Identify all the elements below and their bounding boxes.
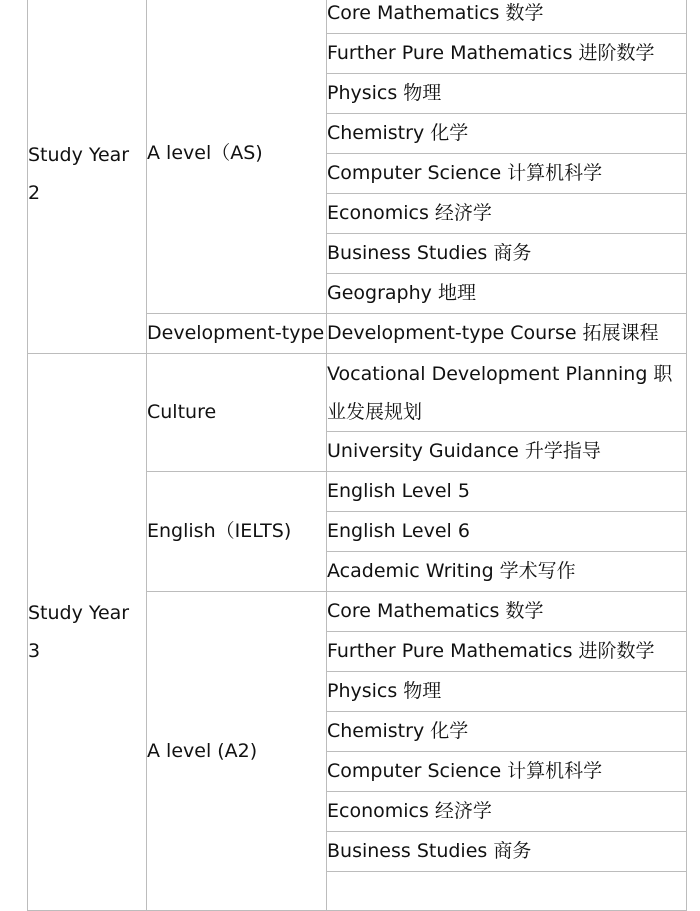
course-cell: University Guidance 升学指导 <box>327 432 687 472</box>
curriculum-table <box>27 0 687 911</box>
course-cell: Development-type Course 拓展课程 <box>327 314 687 354</box>
course-cell: Vocational Development Planning 职业发展规划 <box>327 354 687 432</box>
course-cell: Business Studies 商务 <box>327 234 687 274</box>
course-cell: Chemistry 化学 <box>327 114 687 154</box>
course-cell <box>327 872 687 911</box>
table-row <box>28 354 687 432</box>
category-cell: A level (A2) <box>147 592 327 911</box>
category-cell: Culture <box>147 354 327 472</box>
category-cell: Development-type <box>147 314 327 354</box>
course-cell: Further Pure Mathematics 进阶数学 <box>327 34 687 74</box>
category-cell: English（IELTS) <box>147 472 327 592</box>
course-cell: Geography 地理 <box>327 274 687 314</box>
course-cell: Core Mathematics 数学 <box>327 592 687 632</box>
course-cell: Economics 经济学 <box>327 194 687 234</box>
course-cell: Business Studies 商务 <box>327 832 687 872</box>
course-cell: English Level 5 <box>327 472 687 512</box>
course-cell: Physics 物理 <box>327 74 687 114</box>
course-cell: Computer Science 计算机科学 <box>327 752 687 792</box>
course-cell: Computer Science 计算机科学 <box>327 154 687 194</box>
course-cell: Further Pure Mathematics 进阶数学 <box>327 632 687 672</box>
course-cell: Academic Writing 学术写作 <box>327 552 687 592</box>
course-cell: English Level 6 <box>327 512 687 552</box>
course-cell: Physics 物理 <box>327 672 687 712</box>
course-cell: Core Mathematics 数学 <box>327 0 687 34</box>
category-cell: A level（AS) <box>147 0 327 314</box>
year-cell: Study Year 2 <box>28 0 147 354</box>
table-row <box>28 0 687 34</box>
course-cell: Economics 经济学 <box>327 792 687 832</box>
year-cell: Study Year 3 <box>28 354 147 911</box>
course-cell: Chemistry 化学 <box>327 712 687 752</box>
